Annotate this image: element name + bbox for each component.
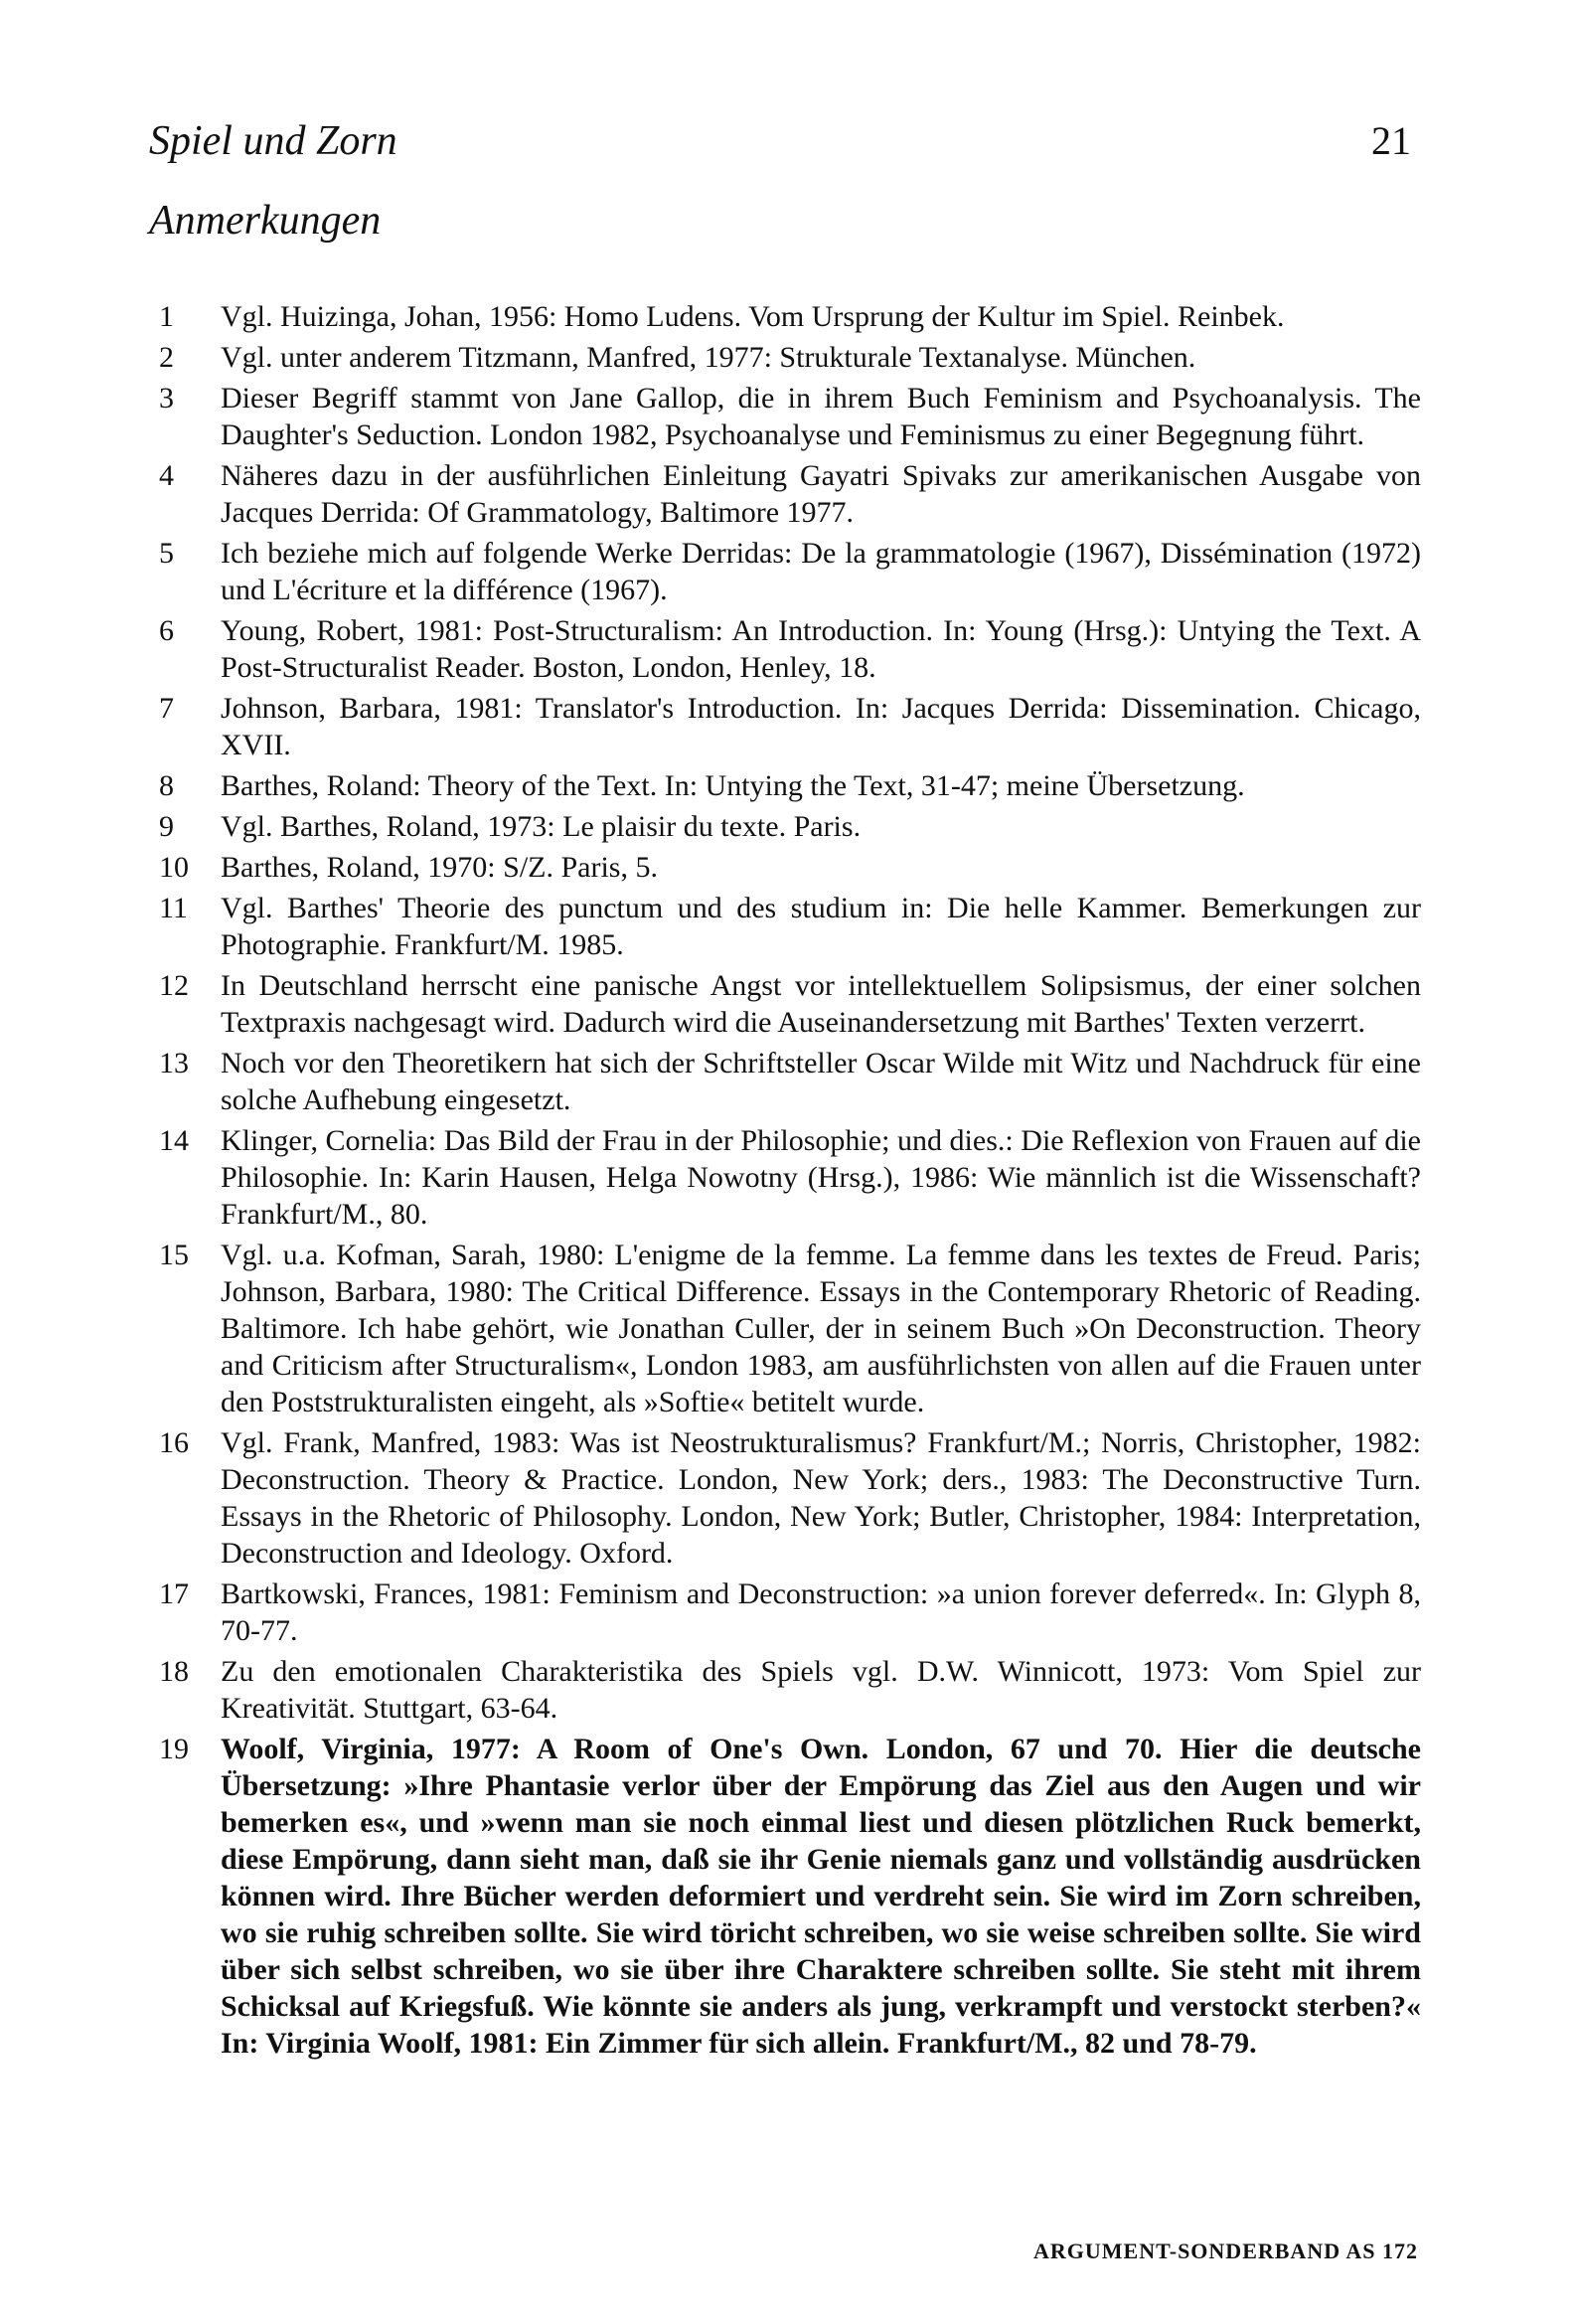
note-number: 13 bbox=[159, 1047, 189, 1079]
publication-footer: ARGUMENT-SONDERBAND AS 172 bbox=[1032, 2239, 1418, 2263]
running-title: Spiel und Zorn bbox=[149, 118, 397, 164]
note-number: 6 bbox=[159, 614, 174, 647]
page-number: 21 bbox=[1371, 118, 1411, 163]
note-number: 16 bbox=[159, 1426, 189, 1459]
note-number: 12 bbox=[159, 969, 189, 1002]
note-item bbox=[159, 1576, 1421, 1649]
note-number: 10 bbox=[159, 851, 189, 884]
note-number: 9 bbox=[159, 810, 174, 843]
note-item bbox=[159, 849, 1421, 886]
note-item bbox=[159, 1237, 1421, 1420]
note-item bbox=[159, 1653, 1421, 1727]
note-item bbox=[159, 890, 1421, 963]
page-header bbox=[149, 117, 1411, 177]
notes-list bbox=[159, 298, 1421, 2066]
note-text: Vgl. unter anderem Titzmann, Manfred, 1977: Strukturale Textanalyse. München. bbox=[221, 341, 1196, 374]
note-text: Vgl. Barthes' Theorie des punctum und des studium in: Die helle Kammer. Bemerkungen zur Photographie. Frankfurt/M. 1985. bbox=[221, 892, 1421, 961]
note-item bbox=[159, 1122, 1421, 1233]
note-text: Ich beziehe mich auf folgende Werke Derridas: De la grammatologie (1967), Dissémination (1972) und L'écriture et la différence (1967). bbox=[221, 537, 1421, 606]
note-text: Woolf, Virginia, 1977: A Room of One's Own. London, 67 und 70. Hier die deutsche Übersetzung: »Ihre Phantasie verlor über der Empörung das Ziel aus den Augen und wir bemerken es«, und »wenn man sie noch einmal liest und diesen plötzlichen Ruck bemerkt, diese Empörung, dann sieht man, daß sie ihr Genie niemals ganz und vollständig ausdrücken können wird. Ihre Bücher werden deformiert und verdreht sein. Sie wird im Zorn schreiben, wo sie ruhig schreiben sollte. Sie wird töricht schreiben, wo sie weise schreiben sollte. Sie wird über sich selbst schreiben, wo sie über ihre Charaktere schreiben sollte. Sie steht mit ihrem Schicksal auf Kriegsfuß. Wie könnte sie anders als jung, verkrampft und verstockt sterben?« In: Virginia Woolf, 1981: Ein Zimmer für sich allein. Frankfurt/M., 82 und 78-79. bbox=[221, 1733, 1421, 2060]
note-text: Barthes, Roland: Theory of the Text. In: Untying the Text, 31-47; meine Übersetzung. bbox=[221, 769, 1245, 802]
note-number: 8 bbox=[159, 769, 174, 802]
note-number: 2 bbox=[159, 341, 174, 374]
note-text: Näheres dazu in der ausführlichen Einleitung Gayatri Spivaks zur amerikanischen Ausgabe von Jacques Derrida: Of Grammatology, Baltimore 1977. bbox=[221, 459, 1421, 529]
note-number: 3 bbox=[159, 382, 174, 415]
note-item bbox=[159, 967, 1421, 1041]
note-number: 11 bbox=[159, 892, 188, 924]
note-number: 7 bbox=[159, 692, 174, 725]
note-text: In Deutschland herrscht eine panische Angst vor intellektuellem Solipsismus, der einer solchen Textpraxis nachgesagt wird. Dadurch wird die Auseinandersetzung mit Barthes' Texten verzerrt. bbox=[221, 969, 1421, 1039]
note-number: 15 bbox=[159, 1239, 189, 1271]
note-item bbox=[159, 457, 1421, 531]
note-text: Dieser Begriff stammt von Jane Gallop, die in ihrem Buch Feminism and Psychoanalysis. The Daughter's Seduction. London 1982, Psychoanalyse und Feminismus zu einer Begegnung führt. bbox=[221, 382, 1421, 451]
note-item bbox=[159, 298, 1421, 335]
note-item bbox=[159, 767, 1421, 804]
note-text: Barthes, Roland, 1970: S/Z. Paris, 5. bbox=[221, 851, 658, 884]
note-item bbox=[159, 380, 1421, 453]
note-text: Vgl. Barthes, Roland, 1973: Le plaisir du texte. Paris. bbox=[221, 810, 862, 843]
note-item bbox=[159, 690, 1421, 763]
note-text: Vgl. u.a. Kofman, Sarah, 1980: L'enigme de la femme. La femme dans les textes de Freud. Paris; Johnson, Barbara, 1980: The Critical Difference. Essays in the Contemporary Rhetoric of Reading. Baltimore. Ich habe gehört, wie Jonathan Culler, der in seinem Buch »On Deconstruction. Theory and Criticism after Structuralism«, London 1983, am ausführlichsten von allen auf die Frauen unter den Poststrukturalisten eingeht, als »Softie« betitelt wurde. bbox=[221, 1239, 1421, 1418]
note-text: Vgl. Frank, Manfred, 1983: Was ist Neostrukturalismus? Frankfurt/M.; Norris, Christopher, 1982: Deconstruction. Theory & Practice. London, New York; ders., 1983: The Deconstructive Turn. Essays in the Rhetoric of Philosophy. London, New York; Butler, Christopher, 1984: Interpretation, Deconstruction and Ideology. Oxford. bbox=[221, 1426, 1421, 1570]
note-item bbox=[159, 808, 1421, 845]
note-number: 18 bbox=[159, 1655, 189, 1688]
note-number: 1 bbox=[159, 300, 174, 333]
note-number: 4 bbox=[159, 459, 174, 492]
note-item bbox=[159, 1045, 1421, 1118]
note-text: Young, Robert, 1981: Post-Structuralism: An Introduction. In: Young (Hrsg.): Untying the Text. A Post-Structuralist Reader. Boston, London, Henley, 18. bbox=[221, 614, 1421, 684]
section-title: Anmerkungen bbox=[149, 198, 382, 244]
note-text: Bartkowski, Frances, 1981: Feminism and Deconstruction: »a union forever deferred«. In: Glyph 8, 70-77. bbox=[221, 1577, 1421, 1647]
note-item bbox=[159, 1731, 1421, 2062]
note-item bbox=[159, 535, 1421, 608]
note-text: Johnson, Barbara, 1981: Translator's Introduction. In: Jacques Derrida: Dissemination. Chicago, XVII. bbox=[221, 692, 1421, 761]
note-text: Zu den emotionalen Charakteristika des Spiels vgl. D.W. Winnicott, 1973: Vom Spiel zur Kreativität. Stuttgart, 63-64. bbox=[221, 1655, 1421, 1725]
note-item bbox=[159, 1424, 1421, 1572]
note-number: 17 bbox=[159, 1577, 189, 1610]
note-number: 5 bbox=[159, 537, 174, 570]
note-item bbox=[159, 612, 1421, 686]
note-number: 19 bbox=[159, 1733, 189, 1765]
note-number: 14 bbox=[159, 1124, 189, 1157]
note-text: Vgl. Huizinga, Johan, 1956: Homo Ludens. Vom Ursprung der Kultur im Spiel. Reinbek. bbox=[221, 300, 1285, 333]
note-item bbox=[159, 339, 1421, 376]
note-text: Noch vor den Theoretikern hat sich der Schriftsteller Oscar Wilde mit Witz und Nachdruck für eine solche Aufhebung eingesetzt. bbox=[221, 1047, 1421, 1116]
note-text: Klinger, Cornelia: Das Bild der Frau in der Philosophie; und dies.: Die Reflexion von Frauen auf die Philosophie. In: Karin Hausen, Helga Nowotny (Hrsg.), 1986: Wie männlich ist die Wissenschaft? Frankfurt/M., 80. bbox=[221, 1124, 1421, 1231]
